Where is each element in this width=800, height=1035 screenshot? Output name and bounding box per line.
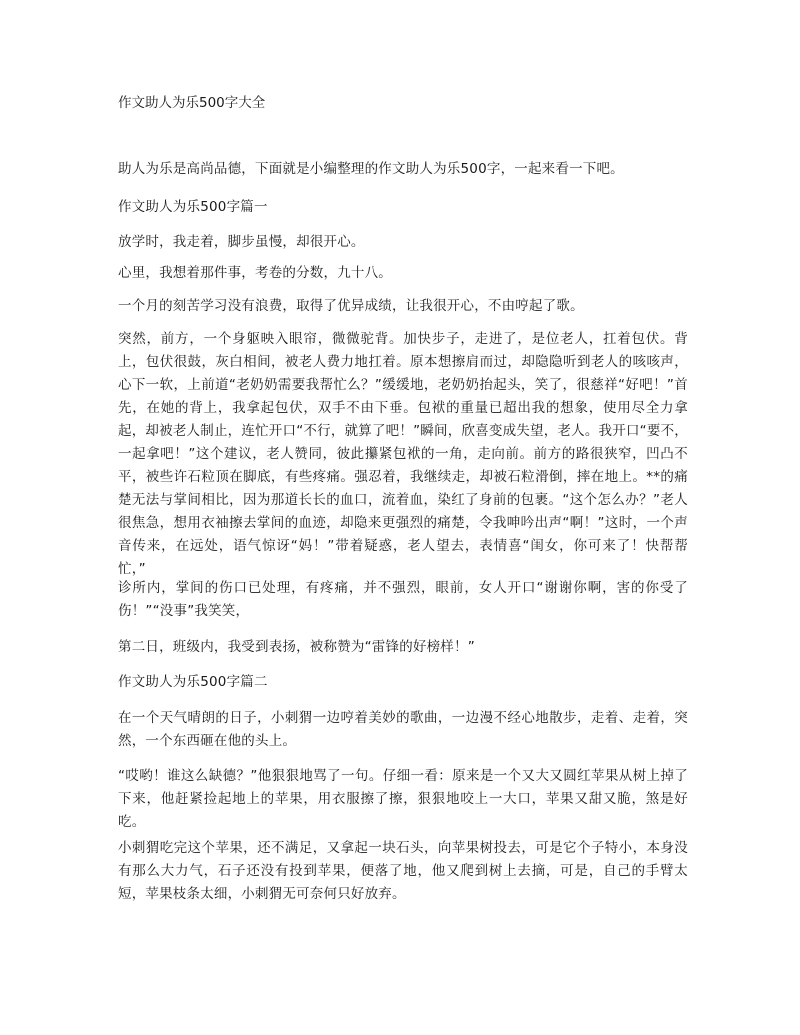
- section-heading-two: 作文助人为乐500字篇二: [118, 674, 268, 690]
- paragraph: 心里，我想着那件事，考卷的分数，九十八。: [118, 265, 392, 281]
- intro-paragraph: 助人为乐是高尚品德，下面就是小编整理的作文助人为乐500字，一起来看一下吧。: [118, 161, 624, 177]
- document-title: 作文助人为乐500字大全: [118, 95, 266, 111]
- paragraph: 在一个天气晴朗的日子，小刺猬一边哼着美妙的歌曲，一边漫不经心地散步，走着、走着，突然，一个东西砸在他的头上。: [118, 710, 688, 749]
- paragraph: 第二日，班级内，我受到表扬，被称赞为“雷锋的好榜样！”: [118, 639, 475, 655]
- paragraph: 小刺猬吃完这个苹果，还不满足，又拿起一块石头，向苹果树投去，可是它个子特小，本身没有那么大力气，石子还没有投到苹果，便落了地，他又爬到树上去摘，可是，自己的手臂太短，苹果枝条太细，小刺猬无可奈何只好放弃。: [118, 840, 688, 902]
- paragraph: 诊所内，掌间的伤口已处理，有疼痛，并不强烈，眼前，女人开口“谢谢你啊，害的你受了伤！”“没事”我笑笑，: [118, 580, 688, 619]
- paragraph: 突然，前方，一个身躯映入眼帘，微微驼背。加快步子，走进了，是位老人，扛着包伏。背上，包伏很鼓，灰白相间，被老人费力地扛着。原本想擦肩而过，却隐隐听到老人的咳咳声，心下一软，上前道“老奶奶需要我帮忙么？”缓缓地，老奶奶抬起头，笑了，很慈祥“好吧！”首先，在她的背上，我拿起包伏，双手不由下垂。包袱的重量已超出我的想象，使用尽全力拿起，却被老人制止，连忙开口“不行，就算了吧！”瞬间，欣喜变成失望，老人。我开口“要不，一起拿吧！”这个建议，老人赞同，彼此攥紧包袱的一角，走向前。前方的路很狭窄，凹凸不平，被些许石粒顶在脚底，有些疼痛。强忍着，我继续走，却被石粒滑倒，摔在地上。**的痛楚无法与掌间相比，因为那道长长的血口，流着血，染红了身前的包裹。“这个怎么办？”老人很焦急，想用衣袖擦去掌间的血迹，却隐来更强烈的痛楚，令我呻吟出声“啊！”这时，一个声音传来，在远处，语气惊讶“妈！”带着疑惑，老人望去，表情喜“闺女，你可来了！快帮帮忙，”: [118, 331, 688, 577]
- paragraph: “哎哟！谁这么缺德？”他狠狠地骂了一句。仔细一看：原来是一个又大又圆红苹果从树上掉了下来，他赶紧捡起地上的苹果，用衣服擦了擦，狠狠地咬上一大口，苹果又甜又脆，煞是好吃。: [118, 768, 688, 830]
- section-heading-one: 作文助人为乐500字篇一: [118, 199, 268, 215]
- paragraph: 一个月的刻苦学习没有浪费，取得了优异成绩，让我很开心，不由哼起了歌。: [118, 298, 584, 314]
- paragraph: 放学时，我走着，脚步虽慢，却很开心。: [118, 234, 365, 250]
